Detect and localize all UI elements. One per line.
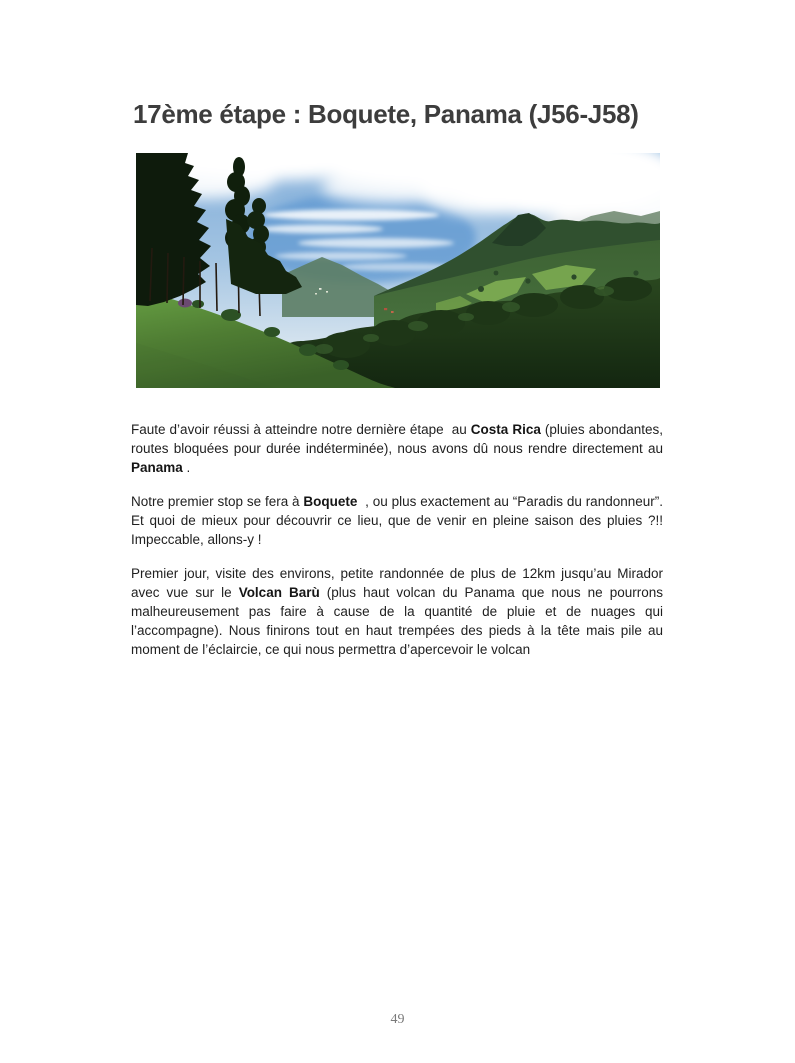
page-number: 49	[390, 1012, 405, 1027]
paragraph-3: Premier jour, visite des environs, petite randonnée de plus de 12km jusqu’au Mirador avec vue sur le Volcan Barù (plus haut volcan du Panama que nous ne pourrons malheureusement pas faire à cause de la quantité de pluie et de nuages qui l’accompagne). Nous finirons tout en haut trempées des pieds à la tête mais pile au moment de l’éclaircie, ce qui nous permettra d’apercevoir le volcan	[131, 566, 664, 657]
purple-bush	[178, 299, 192, 308]
landscape-photo-illustration	[136, 153, 660, 388]
page-title: 17ème étape : Boquete, Panama (J56-J58)	[133, 99, 639, 129]
article	[131, 0, 663, 674]
paragraph-2: Notre premier stop se fera à Boquete , ou plus exactement au “Paradis du randonneur”. Et quoi de mieux pour découvrir ce lieu, que de venir en pleine saison des pluies ?!! Impeccable, allons-y !	[131, 494, 663, 547]
paragraph-1: Faute d’avoir réussi à atteindre notre dernière étape au Costa Rica (pluies abondantes, routes bloquées pour durée indéterminée), nous avons dû nous rendre directement au Panama .	[131, 422, 663, 475]
page-footer	[0, 1010, 795, 1028]
landscape-photo	[136, 153, 660, 388]
article-body	[131, 420, 663, 659]
